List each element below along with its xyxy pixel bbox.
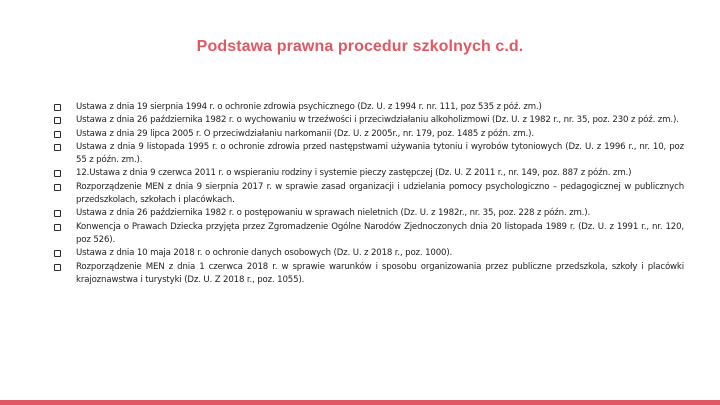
list-item <box>52 221 684 248</box>
list-item-text: Rozporządzenie MEN z dnia 9 sierpnia 2017 r. w sprawie zasad organizacji i udzielania pomocy psychologiczno – pedagogicznej w publicznych przedszkolach, szkołach i placówkach. <box>76 181 684 206</box>
checkbox-square-icon <box>54 250 61 257</box>
slide-title: Podstawa prawna procedur szkolnych c.d. <box>196 38 524 55</box>
list-item-text: Ustawa z dnia 26 października 1982 r. o postępowaniu w sprawach nieletnich (Dz. U. z 1982r., nr. 35, poz. 228 z późn. zm.). <box>76 208 591 219</box>
checkbox-square-icon <box>54 184 61 191</box>
checkbox-square-icon <box>54 224 61 231</box>
checkbox-square-icon <box>54 104 61 111</box>
list-item-text: 12.Ustawa z dnia 9 czerwca 2011 r. o wspieraniu rodziny i systemie pieczy zastępczej (Dz. U. Z 2011 r., nr. 149, poz. 887 z późn. zm.) <box>76 168 632 179</box>
list-item-text: Konwencja o Prawach Dziecka przyjęta przez Zgromadzenie Ogólne Narodów Zjednoczonych dnia 20 listopada 1989 r. (Dz. U. z 1991 r., nr. 120, poz 526). <box>76 221 684 245</box>
checkbox-square-icon <box>54 117 61 124</box>
legal-basis-list <box>52 101 684 287</box>
checkbox-square-icon <box>54 144 61 151</box>
list-item <box>52 261 684 288</box>
list-item-text: Rozporządzenie MEN z dnia 1 czerwca 2018 r. w sprawie warunków i sposobu organizowania przez publiczne przedszkola, szkoły i placówki krajoznawstwa i turystyki (Dz. U. Z 2018 r., poz. 1055). <box>76 261 684 285</box>
list-item <box>52 114 684 127</box>
list-item-text: Ustawa z dnia 9 listopada 1995 r. o ochronie zdrowia przed następstwami używania tytoniu i wyrobów tytoniowych (Dz. U. z 1996 r., nr. 10, poz 55 z późn. zm.). <box>76 141 684 166</box>
list-item <box>52 101 684 114</box>
checkbox-square-icon <box>54 210 61 217</box>
list-item <box>52 141 684 168</box>
checkbox-square-icon <box>54 264 61 271</box>
footer-accent-bar <box>0 400 720 405</box>
list-item <box>52 181 684 208</box>
list-item-text: Ustawa z dnia 10 maja 2018 r. o ochronie danych osobowych (Dz. U. z 2018 r., poz. 1000). <box>76 248 453 259</box>
list-item <box>52 207 684 220</box>
list-item-text: Ustawa z dnia 19 sierpnia 1994 r. o ochronie zdrowia psychicznego (Dz. U. z 1994 r. nr. 111, poz 535 z póź. zm.) <box>76 102 542 112</box>
list-item <box>52 167 684 180</box>
list-item <box>52 247 684 260</box>
checkbox-square-icon <box>54 131 61 138</box>
checkbox-square-icon <box>54 170 61 177</box>
list-item-text: Ustawa z dnia 29 lipca 2005 r. O przeciwdziałaniu narkomanii (Dz. U. z 2005r., nr. 179, poz. 1485 z późn. zm.). <box>76 128 534 139</box>
list-item <box>52 128 684 141</box>
list-item-text: Ustawa z dnia 26 października 1982 r. o wychowaniu w trzeźwości i przeciwdziałaniu alkoholizmowi (Dz. U. z 1982 r., nr. 35, poz. 230 z póź. zm.). <box>76 115 679 126</box>
